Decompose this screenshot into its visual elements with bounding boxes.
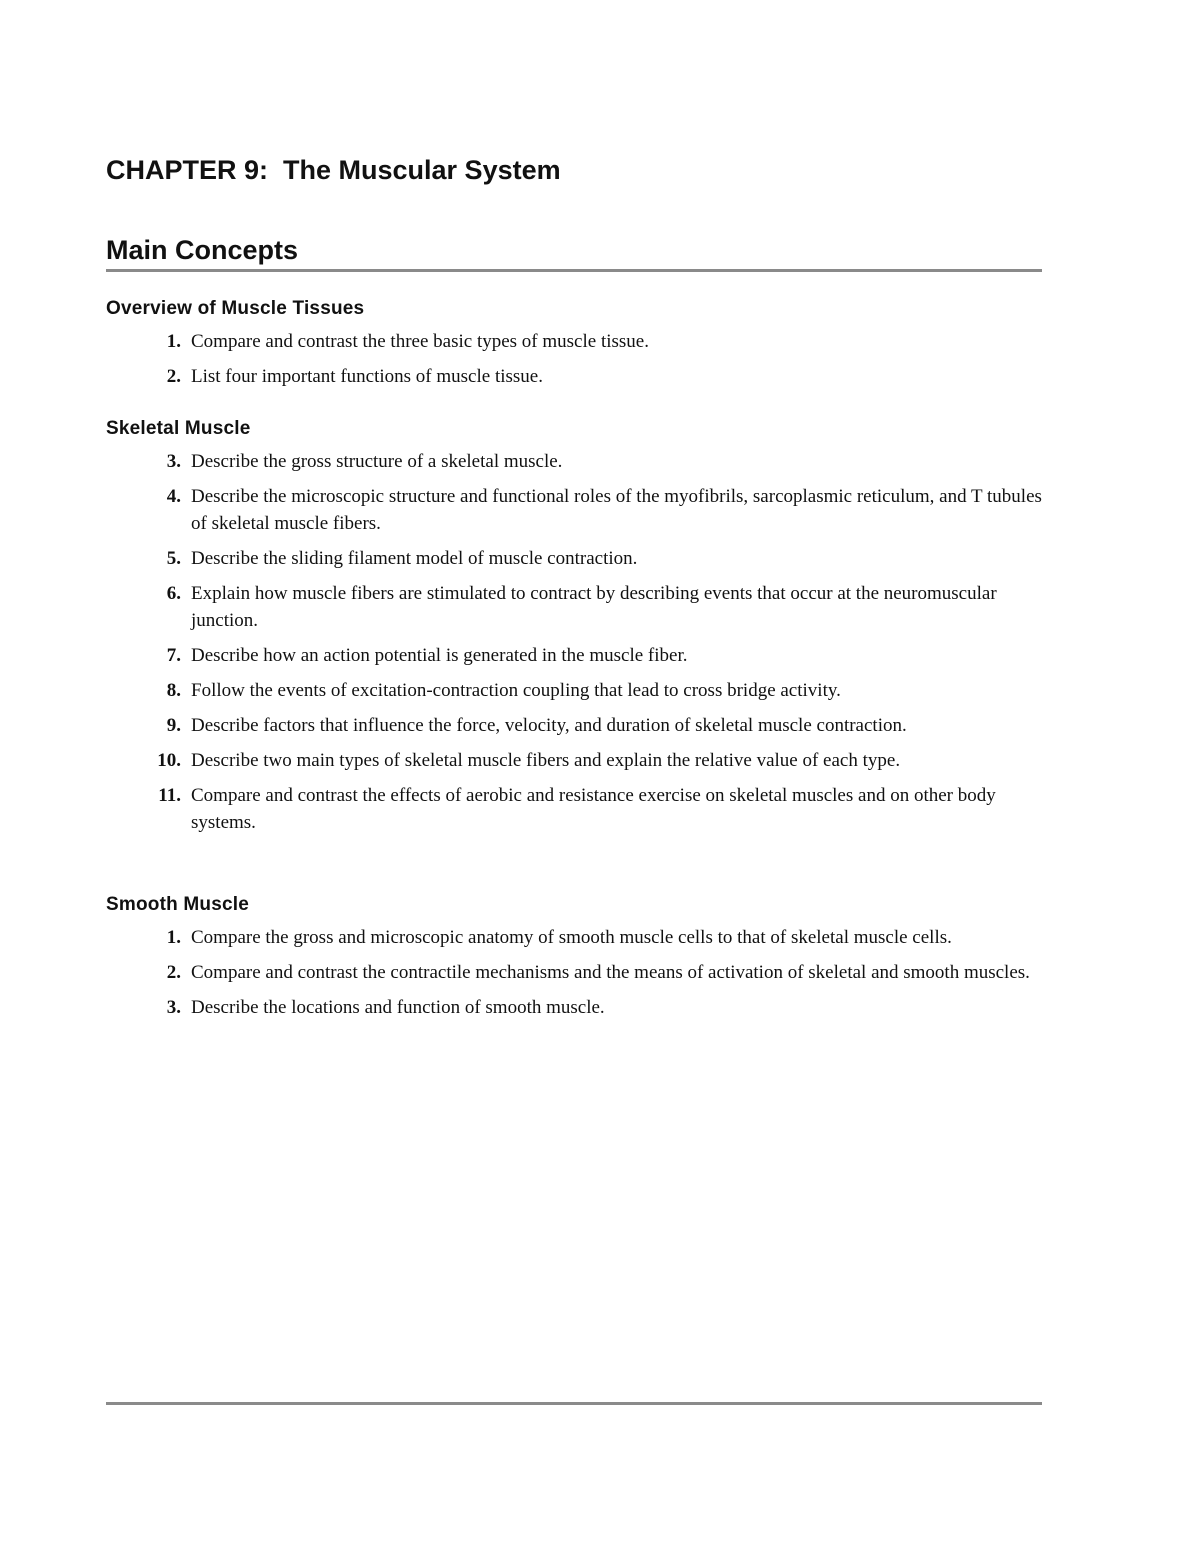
chapter-title: CHAPTER 9: The Muscular System xyxy=(106,155,561,185)
list-item xyxy=(106,959,1042,986)
item-number: 6. xyxy=(166,583,181,604)
list-item xyxy=(106,677,1042,704)
item-number: 5. xyxy=(166,548,181,569)
item-number: 3. xyxy=(166,451,181,472)
list-item xyxy=(106,924,1042,951)
item-number: 2. xyxy=(166,366,181,387)
item-text: Compare and contrast the effects of aerobic and resistance exercise on skeletal muscles and on other body systems. xyxy=(191,785,996,833)
list-item xyxy=(106,363,1042,390)
list-item xyxy=(106,328,1042,355)
item-text: Compare and contrast the three basic types of muscle tissue. xyxy=(191,331,649,352)
item-number: 4. xyxy=(166,486,181,507)
list-item xyxy=(106,580,1042,634)
item-number: 2. xyxy=(166,962,181,983)
item-text: Explain how muscle fibers are stimulated to contract by describing events that occur at the neuromuscular junction. xyxy=(191,583,997,631)
item-number: 11. xyxy=(158,785,181,806)
item-text: Compare the gross and microscopic anatomy of smooth muscle cells to that of skeletal muscle cells. xyxy=(191,927,952,948)
item-text: Describe two main types of skeletal muscle fibers and explain the relative value of each type. xyxy=(191,750,901,771)
item-text: Describe the sliding filament model of muscle contraction. xyxy=(191,548,638,569)
item-text: Follow the events of excitation-contraction coupling that lead to cross bridge activity. xyxy=(191,680,841,701)
section-heading: Smooth Muscle xyxy=(106,894,250,915)
item-text: Describe the gross structure of a skeletal muscle. xyxy=(191,451,563,472)
section-smooth-muscle xyxy=(106,892,1042,1029)
list-item xyxy=(106,994,1042,1021)
list-item xyxy=(106,782,1042,836)
section-heading: Overview of Muscle Tissues xyxy=(106,298,365,319)
item-number: 7. xyxy=(166,645,181,666)
section-skeletal-muscle xyxy=(106,416,1042,844)
item-text: Describe how an action potential is generated in the muscle fiber. xyxy=(191,645,688,666)
list-item xyxy=(106,747,1042,774)
item-text: Describe the microscopic structure and functional roles of the myofibrils, sarcoplasmic reticulum, and T tubules of skeletal muscle fibers. xyxy=(191,486,1042,534)
list-item xyxy=(106,712,1042,739)
item-text: Describe factors that influence the force, velocity, and duration of skeletal muscle contraction. xyxy=(191,715,907,736)
item-text: List four important functions of muscle tissue. xyxy=(191,366,543,387)
item-number: 8. xyxy=(166,680,181,701)
item-number: 9. xyxy=(166,715,181,736)
list-item xyxy=(106,448,1042,475)
item-text: Compare and contrast the contractile mechanisms and the means of activation of skeletal and smooth muscles. xyxy=(191,962,1030,983)
list-item xyxy=(106,642,1042,669)
item-number: 10. xyxy=(157,750,181,771)
item-number: 3. xyxy=(166,997,181,1018)
top-divider xyxy=(106,269,1042,272)
item-text: Describe the locations and function of smooth muscle. xyxy=(191,997,605,1018)
bottom-divider xyxy=(106,1402,1042,1405)
section-heading: Skeletal Muscle xyxy=(106,418,251,439)
item-number: 1. xyxy=(166,927,181,948)
section-overview xyxy=(106,296,1042,398)
list-item xyxy=(106,483,1042,537)
list-item xyxy=(106,545,1042,572)
item-number: 1. xyxy=(166,331,181,352)
main-concepts-heading: Main Concepts xyxy=(106,235,299,265)
